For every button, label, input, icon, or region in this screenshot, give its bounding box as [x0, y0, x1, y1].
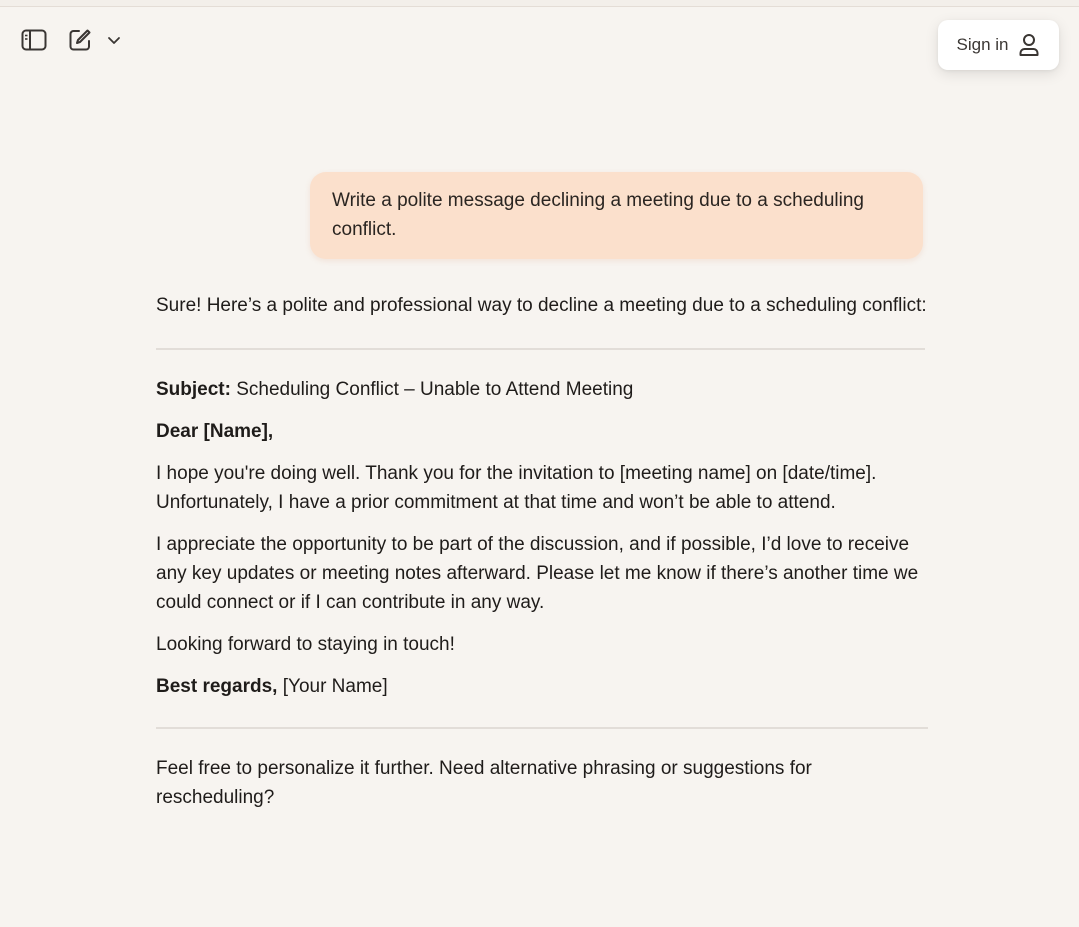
sidebar-toggle-icon — [21, 29, 47, 51]
new-chat-dropdown-button[interactable] — [106, 26, 122, 54]
signoff-label: Best regards, — [156, 676, 278, 697]
email-paragraph-2: I appreciate the opportunity to be part of the discussion, and if possible, I’d love to receive any key updates or meeting notes afterward. Please let me know if there’s another time we could connect or if I can contribute in any way. — [156, 534, 919, 613]
sign-in-label: Sign in — [956, 35, 1009, 54]
sign-in-button[interactable] — [938, 20, 1059, 70]
user-message-text: Write a polite message declining a meeting due to a scheduling conflict. — [332, 190, 864, 240]
user-message-bubble — [310, 172, 923, 259]
assistant-intro: Sure! Here’s a polite and professional way to decline a meeting due to a scheduling conflict: — [156, 295, 927, 316]
chevron-down-icon — [107, 35, 121, 45]
sidebar-toggle-button[interactable] — [20, 26, 48, 54]
divider-top — [156, 348, 925, 350]
assistant-outro: Feel free to personalize it further. Need alternative phrasing or suggestions for rescheduling? — [156, 758, 812, 808]
email-greeting: Dear [Name], — [156, 421, 274, 442]
user-icon — [1018, 33, 1040, 57]
new-chat-icon — [68, 28, 92, 52]
toolbar — [20, 26, 122, 54]
new-chat-button[interactable] — [66, 26, 94, 54]
email-paragraph-3: Looking forward to staying in touch! — [156, 634, 455, 655]
assistant-message — [156, 291, 928, 812]
email-subject — [156, 375, 928, 404]
email-signoff — [156, 672, 928, 701]
email-paragraph-1: I hope you're doing well. Thank you for the invitation to [meeting name] on [date/time]. Unfortunately, I have a prior commitment at that time and won’t be able to attend. — [156, 463, 877, 513]
signoff-name: [Your Name] — [277, 676, 388, 697]
window-top-border — [0, 0, 1079, 7]
divider-bottom — [156, 727, 928, 729]
subject-text: Scheduling Conflict – Unable to Attend Meeting — [230, 379, 634, 400]
subject-label: Subject: — [156, 379, 231, 400]
